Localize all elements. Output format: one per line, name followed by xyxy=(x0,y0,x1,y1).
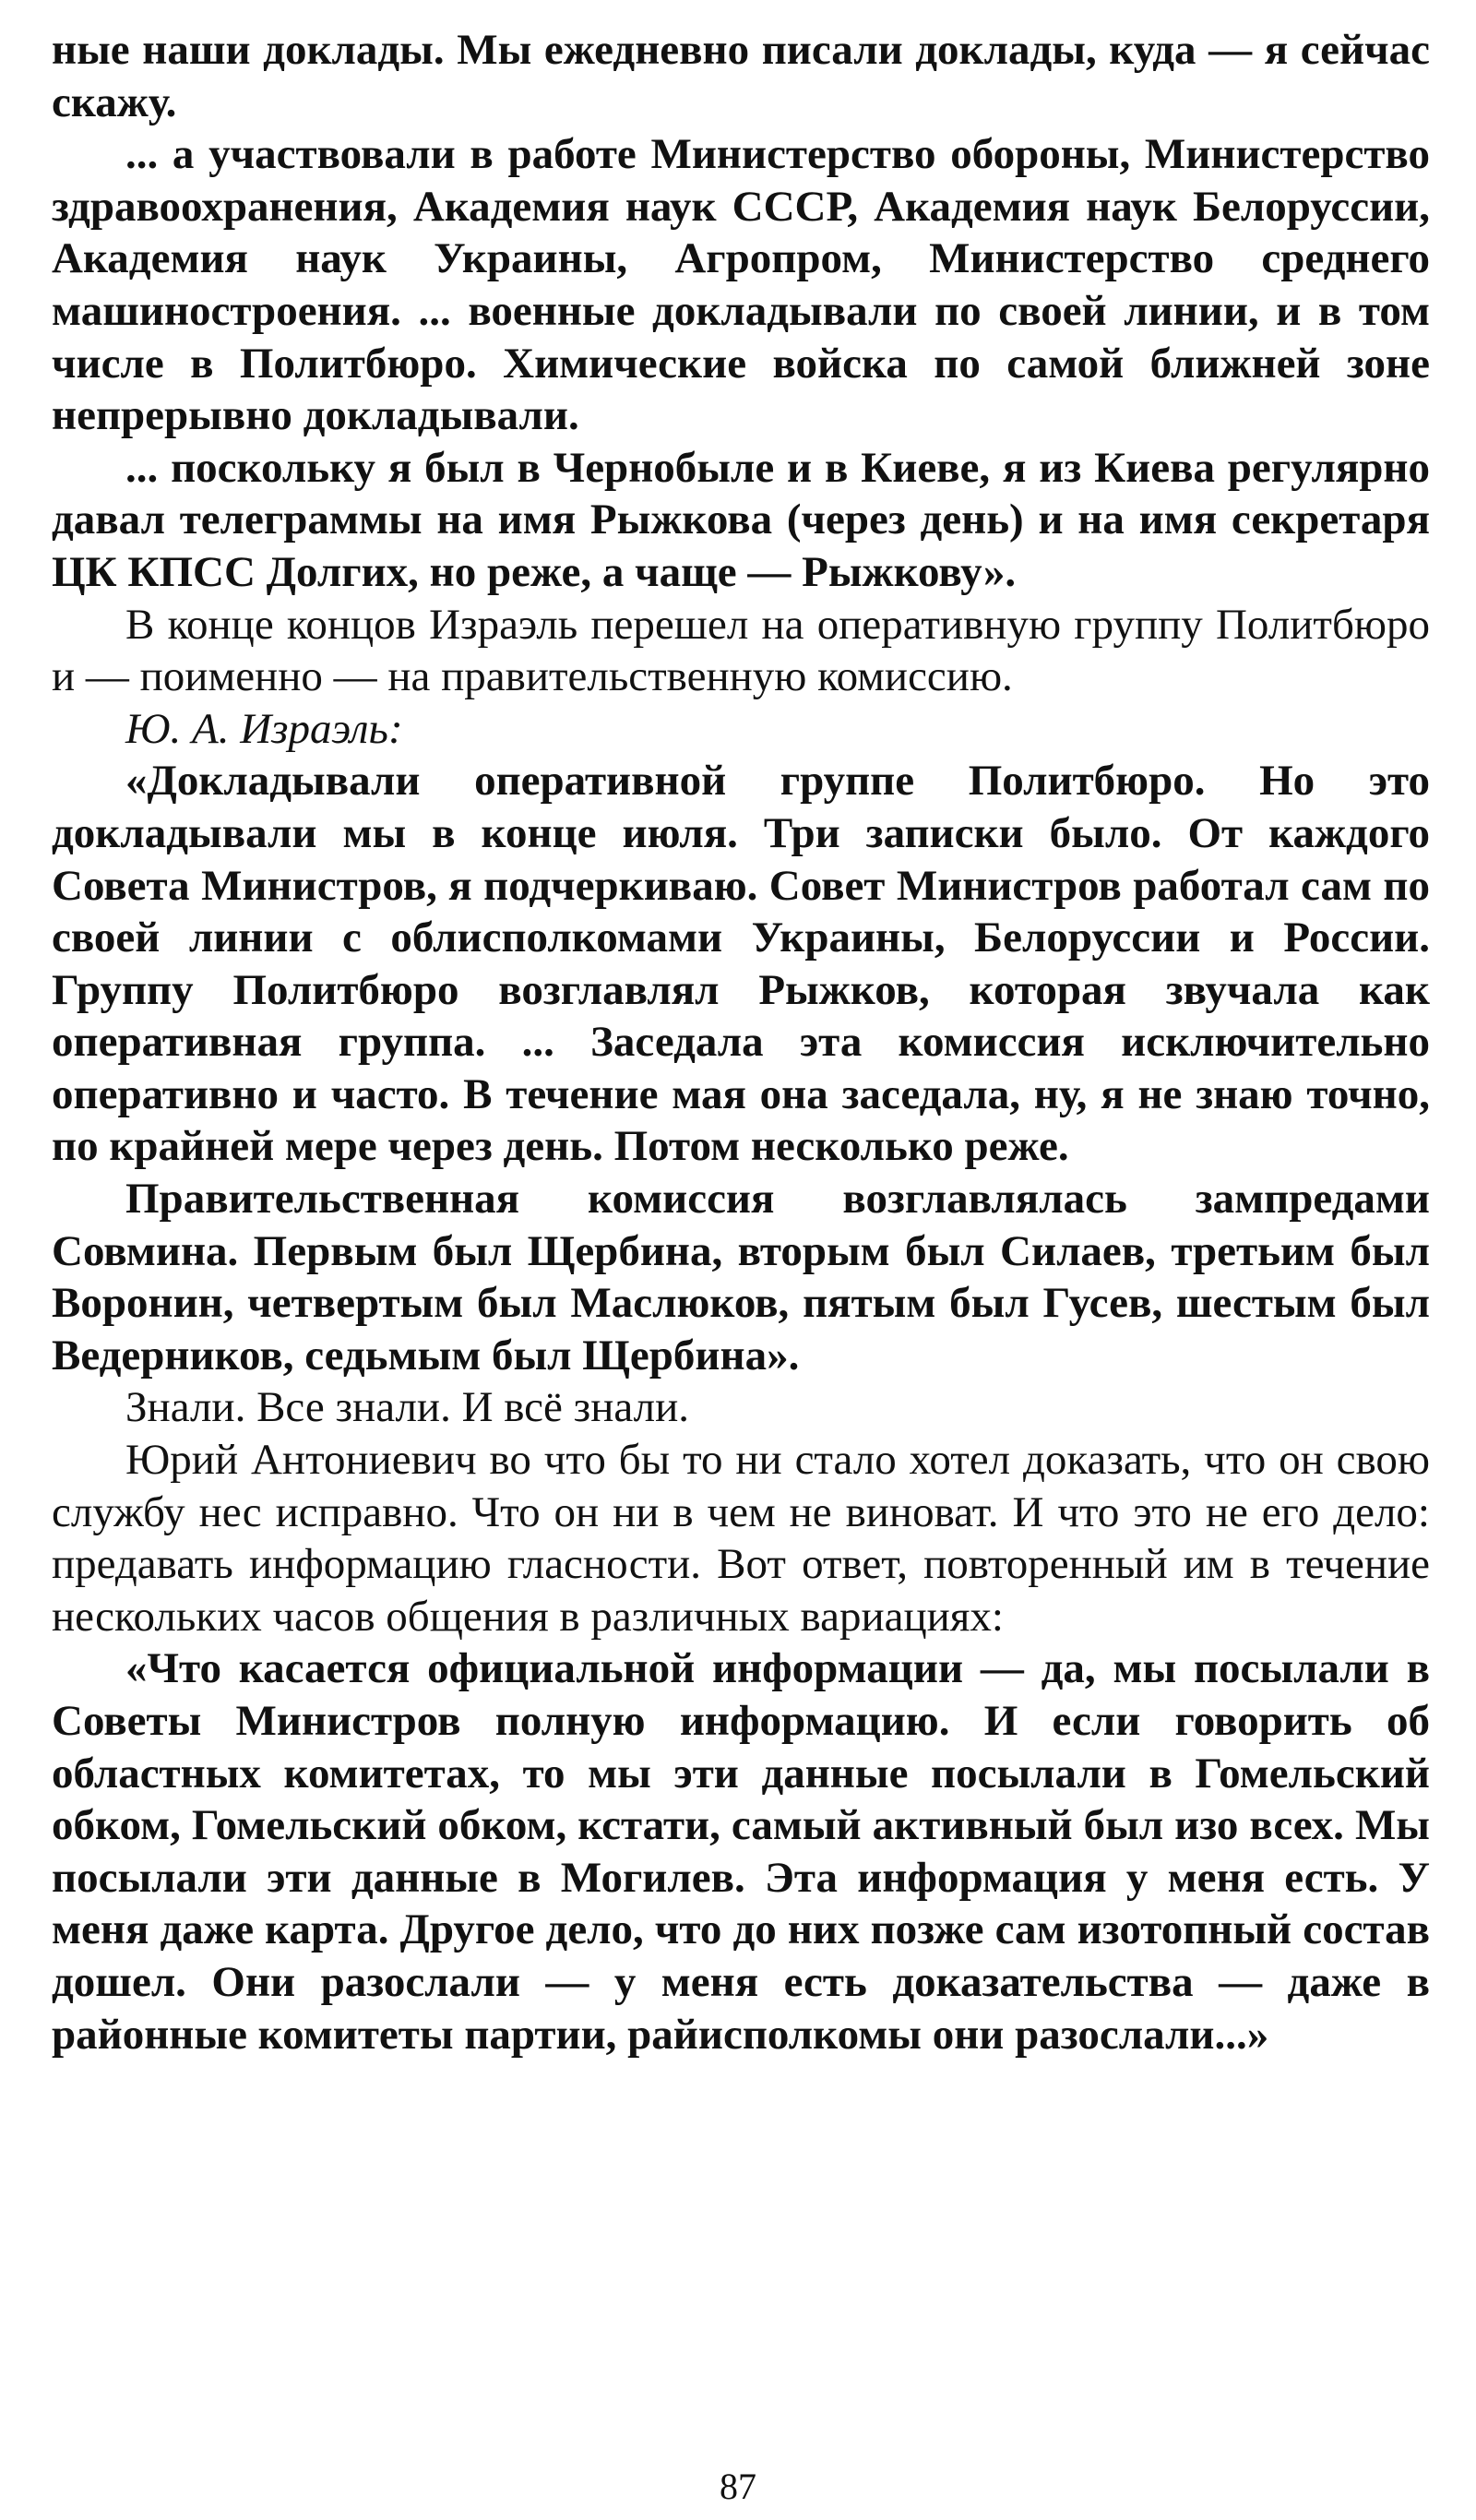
paragraph-quote-information: «Что касается официальной информации — да, мы посылали в Советы Министров полную информацию. И если говорить об областных комитетах, то мы эти данные посылали в Гомельский обком, Гомельский обком, кстати, самый активный был изо всех. Мы посылали эти данные в Могилев. Эта информация у меня есть. У меня даже карта. Другое дело, что до них позже сам изотопный состав дошел. Они разослали — у меня есть доказательства — даже в районные комитеты партии, райисполкомы они разослали...» xyxy=(52,1644,1430,2059)
paragraph-narration-knew: Знали. Все знали. И всё знали. xyxy=(125,1383,689,1432)
paragraph-quote-telegrams: ... поскольку я был в Чернобыле и в Киеве, я из Киева регулярно давал телеграммы на имя Рыжкова (через день) и на имя секретаря ЦК КПСС Долгих, но реже, а чаще — Рыжкову». xyxy=(52,443,1430,596)
page-number: 87 xyxy=(720,2466,756,2507)
speaker-label: Ю. А. Израэль: xyxy=(125,704,403,753)
paragraph-quote-politburo: «Докладывали оперативной группе Политбюро. Но это докладывали мы в конце июля. Три записки было. От каждого Совета Министров, я подчеркиваю. Совет Министров работал сам по своей линии с облисполкомами Украины, Белоруссии и России. Группу Политбюро возглавлял Рыжков, которая звучала как оперативная группа. ... Заседала эта комиссия исключительно оперативно и часто. В течение мая она заседала, ну, я не знаю точно, по крайней мере через день. Потом несколько реже. xyxy=(52,757,1430,1171)
paragraph-quote-commission: Правительственная комиссия возглавлялась зампредами Совмина. Первым был Щербина, вторым был Силаев, третьим был Воронин, четвертым был Маслюков, пятым был Гусев, шестым был Ведерников, седьмым был Щербина». xyxy=(52,1175,1430,1379)
book-page xyxy=(52,24,1430,2060)
paragraph-quote-ministries: ... а участвовали в работе Министерство обороны, Министерство здравоохранения, Академия наук СССР, Академия наук Белоруссии, Академия наук Украины, Агропром, Министерство среднего машиностроения. ... военные докладывали по своей линии, и в том числе в Политбюро. Химические войска по самой ближней зоне непрерывно докладывали. xyxy=(52,130,1430,440)
paragraph-narration-israel: В конце концов Израэль перешел на оперативную группу Политбюро и — поименно — на правительственную комиссию. xyxy=(52,600,1430,701)
paragraph-narration-yuri: Юрий Антониевич во что бы то ни стало хотел доказать, что он свою службу нес исправно. Что он ни в чем не виноват. И что это не его дело: предавать информацию гласности. Вот ответ, повторенный им в течение нескольких часов общения в различных вариациях: xyxy=(52,1436,1430,1641)
paragraph-continuation: ные наши доклады. Мы ежедневно писали доклады, куда — я сейчас скажу. xyxy=(52,26,1430,126)
